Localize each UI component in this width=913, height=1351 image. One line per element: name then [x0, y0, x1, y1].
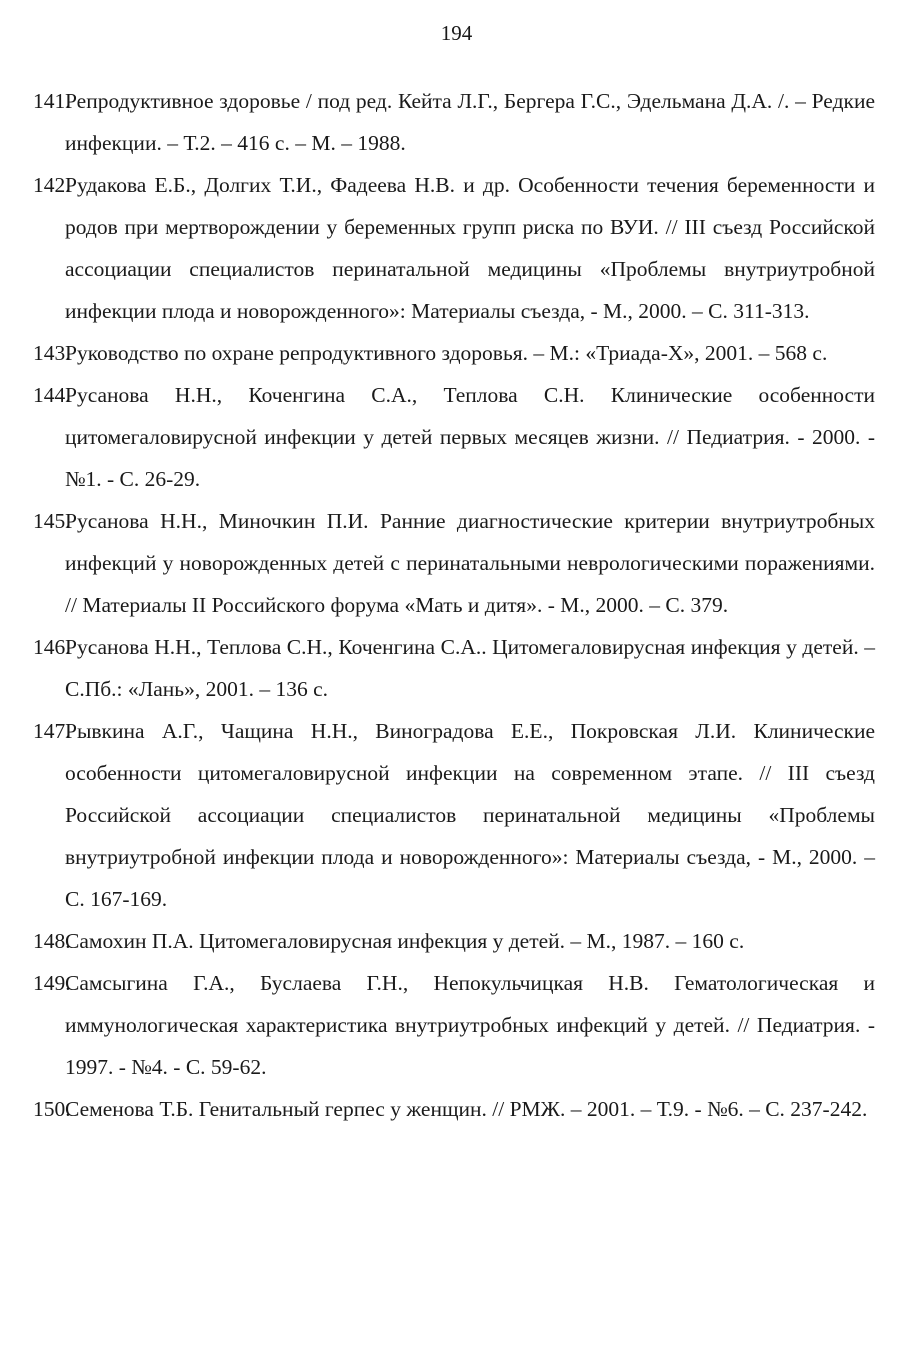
reference-number: 145.: [33, 509, 71, 533]
reference-number: 147.: [33, 719, 71, 743]
reference-entry: [33, 332, 875, 374]
reference-text: Русанова Н.Н., Теплова С.Н., Коченгина С.А.. Цитомегаловирусная инфекция у детей. – С.Пб.: «Лань», 2001. – 136 с.: [65, 635, 875, 701]
reference-number: 149.: [33, 971, 71, 995]
reference-number: 144.: [33, 383, 71, 407]
reference-number: 141.: [33, 89, 71, 113]
reference-entry: [33, 710, 875, 920]
reference-entry: [33, 1088, 875, 1130]
reference-number: 142.: [33, 173, 71, 197]
reference-text: Руководство по охране репродуктивного здоровья. – М.: «Триада-Х», 2001. – 568 с.: [65, 341, 828, 365]
reference-entry: [33, 920, 875, 962]
reference-text: Самсыгина Г.А., Буслаева Г.Н., Непокульчицкая Н.В. Гематологическая и иммунологическая характеристика внутриутробных инфекций у детей. // Педиатрия. - 1997. - №4. - С. 59-62.: [65, 971, 875, 1079]
reference-text: Рывкина А.Г., Чащина Н.Н., Виноградова Е.Е., Покровская Л.И. Клинические особенности цитомегаловирусной инфекции на современном этапе. // III съезд Российской ассоциации специалистов перинатальной медицины «Проблемы внутриутробной инфекции плода и новорожденного»: Материалы съезда, - М., 2000. – С. 167-169.: [65, 719, 875, 911]
reference-number: 150.: [33, 1097, 71, 1121]
reference-text: Русанова Н.Н., Миночкин П.И. Ранние диагностические критерии внутриутробных инфекций у новорожденных детей с перинатальными неврологическими поражениями. // Материалы II Российского форума «Мать и дитя». - М., 2000. – С. 379.: [65, 509, 875, 617]
reference-text: Самохин П.А. Цитомегаловирусная инфекция у детей. – М., 1987. – 160 с.: [65, 929, 745, 953]
reference-list: [33, 80, 875, 1130]
reference-text: Репродуктивное здоровье / под ред. Кейта Л.Г., Бергера Г.С., Эдельмана Д.А. /. – Редкие инфекции. – Т.2. – 416 с. – М. – 1988.: [65, 89, 875, 155]
reference-text: Семенова Т.Б. Генитальный герпес у женщин. // РМЖ. – 2001. – Т.9. - №6. – С. 237-242.: [65, 1097, 868, 1121]
reference-text: Русанова Н.Н., Коченгина С.А., Теплова С.Н. Клинические особенности цитомегаловирусной инфекции у детей первых месяцев жизни. // Педиатрия. - 2000. - №1. - С. 26-29.: [65, 383, 875, 491]
reference-entry: [33, 164, 875, 332]
reference-entry: [33, 374, 875, 500]
reference-entry: [33, 500, 875, 626]
reference-entry: [33, 962, 875, 1088]
page-number: 194: [440, 21, 473, 45]
reference-text: Рудакова Е.Б., Долгих Т.И., Фадеева Н.В. и др. Особенности течения беременности и родов при мертворождении у беременных групп риска по ВУИ. // III съезд Российской ассоциации специалистов перинатальной медицины «Проблемы внутриутробной инфекции плода и новорожденного»: Материалы съезда, - М., 2000. – С. 311-313.: [65, 173, 875, 323]
reference-number: 143.: [33, 341, 71, 365]
reference-number: 146.: [33, 635, 71, 659]
reference-entry: [33, 80, 875, 164]
reference-number: 148.: [33, 929, 71, 953]
reference-entry: [33, 626, 875, 710]
